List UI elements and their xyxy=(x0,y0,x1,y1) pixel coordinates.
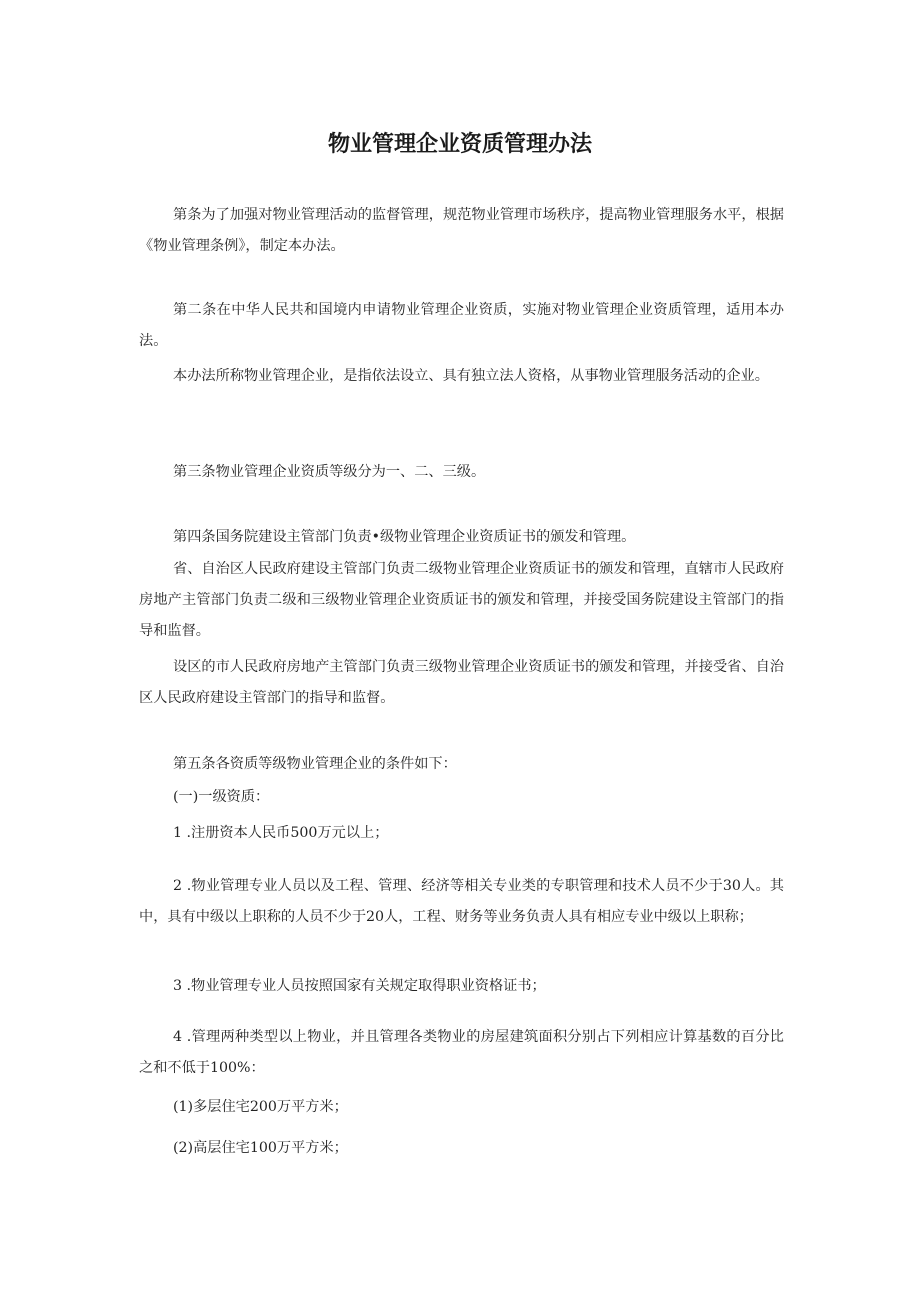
document-title: 物业管理企业资质管理办法 xyxy=(327,132,592,157)
paragraph-sub-item-2: (2)高层住宅100万平方米； xyxy=(173,1140,348,1156)
paragraph-article-3: 第三条物业管理企业资质等级分为一、二、三级。 xyxy=(173,464,486,480)
paragraph-article-4-provincial: 省、自治区人民政府建设主管部门负责二级物业管理企业资质证书的颁发和管理，直辖市人民政府房地产主管部门负责二级和三级物业管理企业资质证书的颁发和管理，并接受国务院建设主管部门的指导和监督。 xyxy=(139,561,784,639)
paragraph-article-4-municipal: 设区的市人民政府房地产主管部门负责三级物业管理企业资质证书的颁发和管理，并接受省、自治区人民政府建设主管部门的指导和监督。 xyxy=(139,659,784,706)
paragraph-item-1: 1 .注册资本人民币500万元以上； xyxy=(173,825,389,841)
paragraph-item-2: 2 .物业管理专业人员以及工程、管理、经济等相关专业类的专职管理和技术人员不少于30人。其中，具有中级以上职称的人员不少于20人，工程、财务等业务负责人具有相应专业中级以上职称； xyxy=(139,878,784,925)
paragraph-sub-item-1: (1)多层住宅200万平方米； xyxy=(173,1099,348,1115)
paragraph-article-4: 第四条国务院建设主管部门负责•级物业管理企业资质证书的颁发和管理。 xyxy=(173,529,636,545)
paragraph-article-2-definition: 本办法所称物业管理企业，是指依法设立、具有独立法人资格，从事物业管理服务活动的企业。 xyxy=(173,368,769,384)
paragraph-article-5: 第五条各资质等级物业管理企业的条件如下： xyxy=(173,756,457,772)
paragraph-item-3: 3 .物业管理专业人员按照国家有关规定取得职业资格证书； xyxy=(173,978,546,994)
paragraph-level-1-heading: (一)一级资质： xyxy=(173,789,270,805)
paragraph-item-4: 4 .管理两种类型以上物业，并且管理各类物业的房屋建筑面积分别占下列相应计算基数的百分比之和不低于100%： xyxy=(139,1029,784,1076)
paragraph-article-1: 第条为了加强对物业管理活动的监督管理，规范物业管理市场秩序，提高物业管理服务水平，根据《物业管理条例》，制定本办法。 xyxy=(139,207,784,254)
paragraph-article-2: 第二条在中华人民共和国境内申请物业管理企业资质，实施对物业管理企业资质管理，适用本办法。 xyxy=(139,302,784,349)
